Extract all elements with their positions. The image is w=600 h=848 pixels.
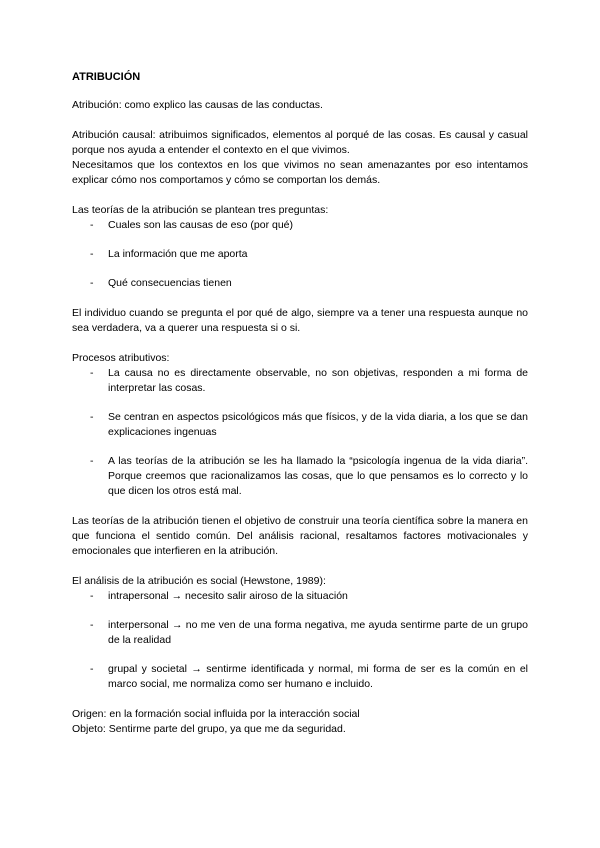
list-item: [72, 410, 528, 440]
list-item-text: intrapersonal → necesito salir airoso de la situación: [108, 590, 348, 602]
dash-bullet: -: [90, 411, 94, 423]
list-item: [72, 276, 528, 291]
list-item-text: La causa no es directamente observable, no son objetivas, responden a mi forma de interpretar las cosas.: [108, 367, 528, 394]
dash-bullet: -: [90, 277, 94, 289]
social-intro: El análisis de la atribución es social (Hewstone, 1989):: [72, 575, 326, 587]
preguntas-list: [72, 218, 528, 291]
procesos-list: [72, 366, 528, 499]
list-item: [72, 589, 528, 604]
list-item: [72, 454, 528, 499]
individuo-paragraph: El individuo cuando se pregunta el por qué de algo, siempre va a tener una respuesta aunque no sea verdadera, va a querer una respuesta si o si.: [72, 307, 528, 334]
dash-bullet: -: [90, 455, 94, 467]
list-item: [72, 247, 528, 262]
list-item: [72, 662, 528, 692]
list-item-text: La información que me aporta: [108, 248, 248, 260]
document-title: ATRIBUCIÓN: [72, 71, 141, 83]
objeto-line: Objeto: Sentirme parte del grupo, ya que me da seguridad.: [72, 723, 346, 735]
dash-bullet: -: [90, 590, 94, 602]
procesos-intro: Procesos atributivos:: [72, 352, 170, 364]
necesitamos-paragraph: Necesitamos que los contextos en los que vivimos no sean amenazantes por eso intentamos explicar cómo nos comportamos y cómo se comportan los demás.: [72, 159, 528, 186]
dash-bullet: -: [90, 219, 94, 231]
definition-paragraph: Atribución: como explico las causas de las conductas.: [72, 99, 323, 111]
social-list: [72, 589, 528, 692]
list-item-text: A las teorías de la atribución se les ha llamado la “psicología ingenua de la vida diaria”. Porque creemos que racionalizamos las cosas, que lo que pensamos es lo correcto y lo que dicen los otros está mal.: [108, 455, 528, 497]
list-item-text: Cuales son las causas de eso (por qué): [108, 219, 294, 231]
objetivo-paragraph: Las teorías de la atribución tienen el objetivo de construir una teoría científica sobre la manera en que funciona el sentido común. Del análisis racional, resaltamos factores motivacionales y emocionales que interfieren en la atribución.: [72, 515, 528, 557]
list-item: [72, 218, 528, 233]
causal-paragraph: Atribución causal: atribuimos significados, elementos al porqué de las cosas. Es causal y casual porque nos ayuda a entender el contexto en el que vivimos.: [72, 129, 528, 156]
dash-bullet: -: [90, 619, 94, 631]
dash-bullet: -: [90, 367, 94, 379]
list-item: [72, 366, 528, 396]
list-item: [72, 618, 528, 648]
preguntas-intro: Las teorías de la atribución se plantean tres preguntas:: [72, 204, 329, 216]
origen-line: Origen: en la formación social influida por la interacción social: [72, 708, 360, 720]
list-item-text: interpersonal → no me ven de una forma negativa, me ayuda sentirme parte de un grupo de la realidad: [108, 619, 528, 646]
list-item-text: grupal y societal → sentirme identificada y normal, mi forma de ser es la común en el marco social, me normaliza como ser humano e incluido.: [108, 663, 528, 690]
dash-bullet: -: [90, 248, 94, 260]
dash-bullet: -: [90, 663, 94, 675]
list-item-text: Se centran en aspectos psicológicos más que físicos, y de la vida diaria, a los que se dan explicaciones ingenuas: [108, 411, 528, 438]
list-item-text: Qué consecuencias tienen: [108, 277, 232, 289]
